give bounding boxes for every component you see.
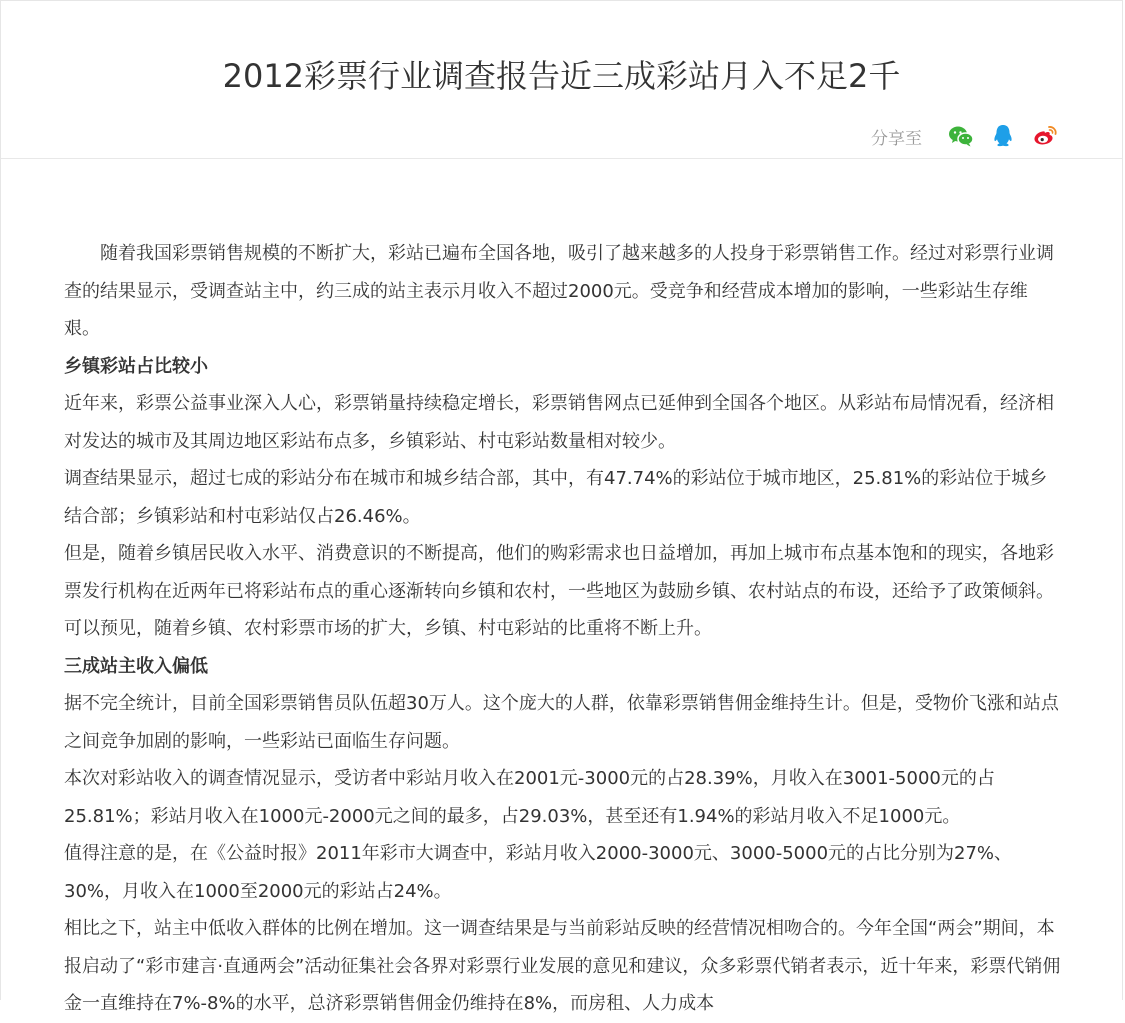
body-paragraph: 据不完全统计，目前全国彩票销售员队伍超30万人。这个庞大的人群，依靠彩票销售佣金维持生计。但是，受物价飞涨和站点之间竞争加剧的影响，一些彩站已面临生存问题。 — [64, 693, 1059, 752]
body-paragraph: 值得注意的是，在《公益时报》2011年彩市大调查中，彩站月收入2000-3000元、3000-5000元的占比分别为27%、30%，月收入在1000至2000元的彩站占24%。 — [64, 843, 1013, 902]
body-paragraph: 调查结果显示，超过七成的彩站分布在城市和城乡结合部，其中，有47.74%的彩站位于城市地区，25.81%的彩站位于城乡结合部；乡镇彩站和村屯彩站仅占26.46%。 — [64, 468, 1048, 527]
section-heading: 三成站主收入偏低 — [64, 655, 208, 677]
share-bar — [871, 121, 1060, 151]
body-paragraph: 近年来，彩票公益事业深入人心，彩票销量持续稳定增长，彩票销售网点已延伸到全国各个地区。从彩站布局情况看，经济相对发达的城市及其周边地区彩站布点多，乡镇彩站、村屯彩站数量相对较少。 — [64, 393, 1054, 452]
qq-icon[interactable] — [988, 121, 1018, 151]
body-paragraph: 本次对彩站收入的调查情况显示，受访者中彩站月收入在2001元-3000元的占28.39%，月收入在3001-5000元的占25.81%；彩站月收入在1000元-2000元之间的最多，占29.03%，甚至还有1.94%的彩站月收入不足1000元。 — [64, 768, 995, 827]
article-header — [1, 0, 1122, 159]
weibo-icon[interactable] — [1030, 121, 1060, 151]
wechat-icon[interactable] — [946, 121, 976, 151]
share-label: 分享至 — [871, 128, 922, 149]
article-body — [64, 235, 1062, 1023]
section-heading: 乡镇彩站占比较小 — [64, 355, 208, 377]
body-paragraph: 相比之下，站主中低收入群体的比例在增加。这一调查结果是与当前彩站反映的经营情况相吻合的。今年全国“两会”期间，本报启动了“彩市建言·直通两会”活动征集社会各界对彩票行业发展的意见和建议，众多彩票代销者表示，近十年来，彩票代销佣金一直维持在7%-8%的水平，总济彩票销售佣金仍维持在8%，而房租、人力成本 — [64, 918, 1061, 1014]
intro-paragraph: 随着我国彩票销售规模的不断扩大，彩站已遍布全国各地，吸引了越来越多的人投身于彩票销售工作。经过对彩票行业调查的结果显示，受调查站主中，约三成的站主表示月收入不超过2000元。受竞争和经营成本增加的影响，一些彩站生存维艰。 — [64, 243, 1054, 339]
article-title: 2012彩票行业调查报告近三成彩站月入不足2千 — [222, 57, 901, 95]
body-paragraph: 但是，随着乡镇居民收入水平、消费意识的不断提高，他们的购彩需求也日益增加，再加上城市布点基本饱和的现实，各地彩票发行机构在近两年已将彩站布点的重心逐渐转向乡镇和农村，一些地区为鼓励乡镇、农村站点的布设，还给予了政策倾斜。可以预见，随着乡镇、农村彩票市场的扩大，乡镇、村屯彩站的比重将不断上升。 — [64, 543, 1054, 639]
